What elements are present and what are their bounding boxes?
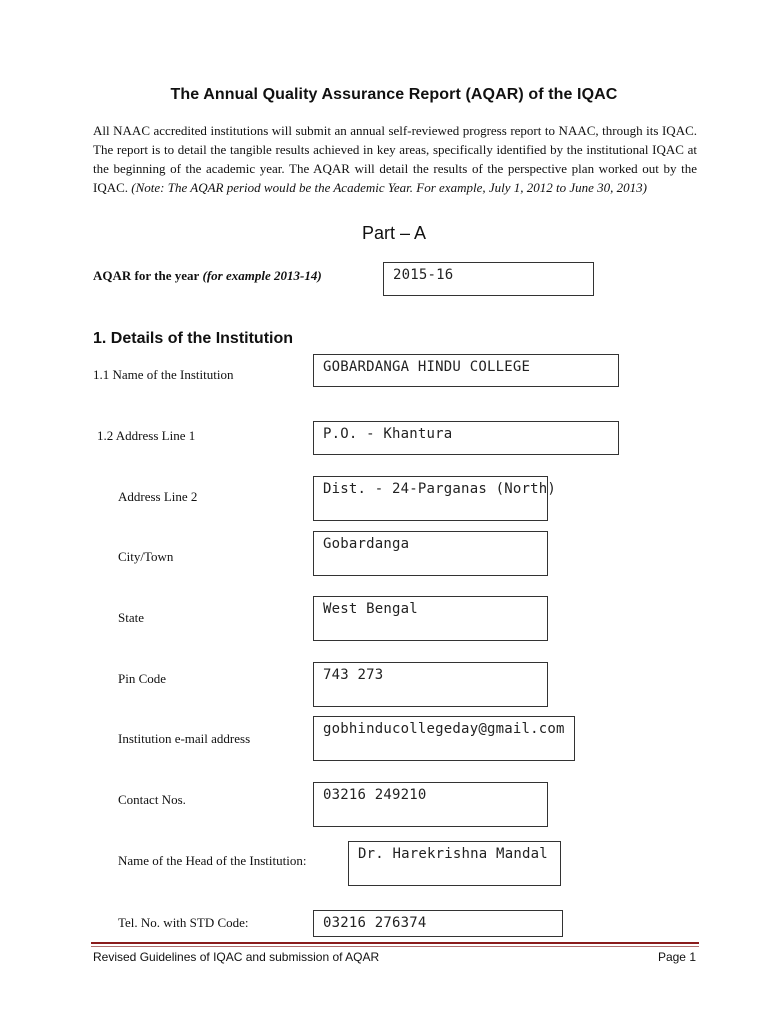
section-heading: 1. Details of the Institution — [93, 330, 294, 347]
footer-rule-thin — [91, 946, 699, 947]
footer-rule — [91, 942, 699, 944]
intro-note: (Note: The AQAR period would be the Academic Year. For example, July 1, 2012 to June 30, 2013) — [131, 180, 647, 195]
tel-label: Tel. No. with STD Code: — [118, 915, 249, 930]
head-field[interactable]: Dr. Harekrishna Mandal — [348, 841, 561, 886]
address-line2-field[interactable]: Dist. - 24-Parganas (North) — [313, 476, 548, 521]
aqar-year-field[interactable]: 2015-16 — [383, 262, 594, 296]
intro-text: All NAAC accredited institutions will submit an annual self-reviewed progress report to NAAC, through its IQAC. The report is to detail the tangible results achieved in key areas, specifically identified by the institutional IQAC at the beginning of the academic year. The AQAR will detail the results of the perspective plan worked out by the IQAC. — [93, 123, 697, 195]
pin-code-label: Pin Code — [118, 671, 167, 686]
contact-label: Contact Nos. — [118, 792, 186, 807]
page-number: Page 1 — [657, 950, 696, 964]
intro-paragraph — [93, 121, 697, 197]
aqar-year-example: (for example 2013-14) — [202, 268, 322, 283]
email-field[interactable]: gobhinducollegeday@gmail.com — [313, 716, 575, 761]
address-line1-label: 1.2 Address Line 1 — [97, 428, 196, 443]
city-label: City/Town — [118, 549, 174, 564]
aqar-year-label-text: AQAR for the year — [93, 268, 200, 283]
address-line2-label: Address Line 2 — [118, 489, 198, 504]
tel-field[interactable]: 03216 276374 — [313, 910, 563, 937]
institution-name-field[interactable]: GOBARDANGA HINDU COLLEGE — [313, 354, 619, 387]
footer-text: Revised Guidelines of IQAC and submission of AQAR — [93, 950, 380, 964]
pin-code-field[interactable]: 743 273 — [313, 662, 548, 707]
contact-field[interactable]: 03216 249210 — [313, 782, 548, 827]
state-label: State — [118, 610, 144, 625]
email-label: Institution e-mail address — [118, 731, 251, 746]
part-heading: Part – A — [361, 223, 427, 243]
institution-name-label: 1.1 Name of the Institution — [93, 367, 234, 382]
head-label: Name of the Head of the Institution: — [118, 853, 307, 868]
state-field[interactable]: West Bengal — [313, 596, 548, 641]
aqar-year-label — [93, 268, 322, 284]
city-field[interactable]: Gobardanga — [313, 531, 548, 576]
address-line1-field[interactable]: P.O. - Khantura — [313, 421, 619, 455]
document-title: The Annual Quality Assurance Report (AQAR) of the IQAC — [170, 86, 618, 103]
